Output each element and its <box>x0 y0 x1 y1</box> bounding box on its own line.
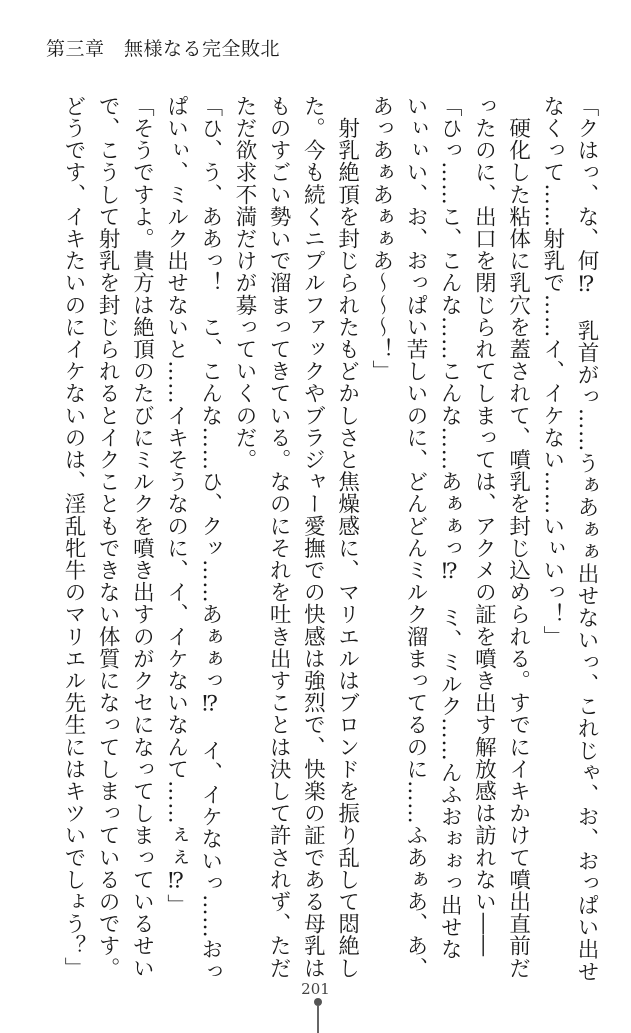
text-line: た。今も続くニプルファックやブラジャー愛撫での快感は強烈で、快楽の証である母乳は <box>300 95 326 979</box>
text-line: 「ひ、う、ああっ！ こ、こんな……ひ、クッ……あぁぁっ⁉ イ、イケないっ……おっ <box>197 95 223 983</box>
text-line: 硬化した粘体に乳穴を蓋されて、噴乳を封じ込められる。すでにイキかけて噴出直前だ <box>505 95 531 979</box>
text-line: 「ひっ……こ、こんな……こんな……あぁぁっ⁉ ミ、ミルク……んふおぉぉっ出せな <box>437 95 463 961</box>
folio-line <box>317 1006 319 1033</box>
body-text <box>56 95 603 983</box>
text-line: 「そうですよ。貴方は絶頂のたびにミルクを噴き出すのがクセになってしまっているせい <box>129 95 155 979</box>
folio-dot <box>314 998 322 1006</box>
text-line: ただ欲求不満だけが募っていくのだ。 <box>231 95 257 471</box>
text-line: いぃぃい、お、おっぱい苦しいのに、どんどんミルク溜まってるのに……ふあぁあ、あ、 <box>402 95 428 979</box>
text-line: あっあぁあぁぁあ～～～！」 <box>368 95 394 383</box>
text-line: ものすごい勢いで溜まってきている。なのにそれを吐き出すことは決して許されず、ただ <box>266 95 292 979</box>
text-line: ぱいぃ、ミルク出せないと……イキそうなのに、イ、イケないなんて……ぇぇ⁉」 <box>163 95 189 917</box>
running-head: 第三章 無様なる完全敗北 <box>46 38 281 60</box>
text-line: どうです、イキたいのにイケないのは、淫乱牝牛のマリエル先生にはキツいでしょう？」 <box>60 95 86 979</box>
folio-ornament <box>314 998 322 1033</box>
text-line: なくって……射乳で……イ、イケない……いぃいっ！」 <box>539 95 565 648</box>
text-line: 「クはっ、な、何⁉ 乳首がっ……うぁあぁぁ出せないっ、これじゃ、お、おっぱい出せ <box>574 95 599 983</box>
text-line: で、こうして射乳を封じられるとイクこともできない体質になってしまっているのです。 <box>95 95 121 979</box>
text-line: 射乳絶頂を封じられたもどかしさと焦燥感に、マリエルはブロンドを振り乱して悶絶し <box>334 95 360 979</box>
page-number: 201 <box>301 980 330 998</box>
text-line: ったのに、出口を閉じられてしまっては、アクメの証を噴き出す解放感は訪れない―― <box>471 95 497 957</box>
